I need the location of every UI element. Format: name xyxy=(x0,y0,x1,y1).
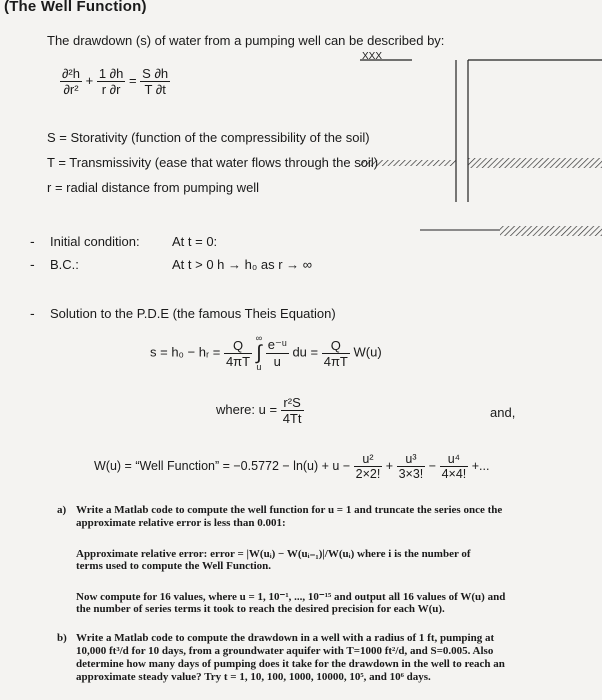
well-function-series: W(u) = “Well Function” = −0.5772 − ln(u) + u − $\frac{\text{u²}}{2\times 2!}$ + $\frac{\text{u³}}{3\times 3!}$ − $\frac{\text{u⁴}}{4\times 4!}$ +... xyxy=(94,452,490,481)
pde-term2: $\frac{1 \partial h}{r \partial r}$ xyxy=(98,66,124,97)
integral-sign: ∞ ∫ u xyxy=(255,333,263,372)
pde-equals: = xyxy=(128,72,137,88)
pde-plus: + xyxy=(85,72,94,88)
intro-text: The drawdown (s) of water from a pumping well can be described by: xyxy=(47,33,445,48)
part-a-now-line-1: Now compute for 16 values, where u = 1, 10⁻¹, ..., 10⁻¹⁵ and output all 16 values of W(u) and xyxy=(76,591,506,603)
definition-radius: r = radial distance from pumping well xyxy=(47,180,260,195)
series-term-3: $\frac{\text{u³}}{3\times 3!}$ xyxy=(398,452,424,481)
page-title: (The Well Function) xyxy=(4,0,147,15)
bullet: - xyxy=(30,233,35,249)
sketch-mark: XXX xyxy=(362,52,383,62)
part-a-now-line-2: the number of series terms it took to reach the desired precision for each W(u). xyxy=(76,603,445,615)
initial-condition-value: At t = 0: xyxy=(172,234,218,249)
confining-layer xyxy=(468,158,602,168)
bullet: - xyxy=(30,305,35,321)
well-sketch xyxy=(360,52,602,242)
bedrock-layer xyxy=(500,226,602,236)
bullet: - xyxy=(30,256,35,272)
u-definition: where: u = $\frac{\text{r²S}}{4Tt}$ xyxy=(216,395,302,426)
definition-transmissivity: T = Transmissivity (ease that water flows through the soil) xyxy=(47,155,379,170)
definition-storativity: S = Storativity (function of the compressibility of the soil) xyxy=(47,130,370,145)
part-a-label: a) xyxy=(57,504,67,516)
solution-heading: Solution to the P.D.E (the famous Theis Equation) xyxy=(50,306,336,321)
and-text: and, xyxy=(490,405,516,420)
pde-term1: $\frac{\text{∂²h}}{\text{∂r²}}$ xyxy=(62,66,80,97)
relative-error-line-1: Approximate relative error: error = |W(uᵢ) − W(uᵢ₋₁)|/W(uᵢ) where i is the number of xyxy=(76,548,471,560)
series-term-4: $\frac{\text{u⁴}}{4\times 4!}$ xyxy=(441,452,467,481)
series-term-2: $\frac{\text{u²}}{2\times 2!}$ xyxy=(355,452,381,481)
integrand: $\frac{\text{e⁻ᵘ}}{u}$ xyxy=(267,337,287,369)
pde-term3: $\frac{S \partial h}{T \partial t}$ xyxy=(142,66,169,97)
part-b-line-2: 10,000 ft³/d for 10 days, from a groundwater aquifer with T=1000 ft²/d, and S=0.005. Also xyxy=(76,645,494,657)
part-b-label: b) xyxy=(57,632,67,644)
part-a-line-1: Write a Matlab code to compute the well function for u = 1 and truncate the series once the xyxy=(76,504,503,516)
theis-equation: s = h₀ − hᵣ = $\frac{Q}{4\pi T}$ ∞ ∫ u $\frac{\text{e⁻ᵘ}}{u}$ du = $\frac{Q}{4\pi T}$ W(u) xyxy=(150,333,382,372)
boundary-condition-value: At t > 0 h → h₀ as r → ∞ xyxy=(172,257,313,272)
theis-coef: $\frac{Q}{4\pi T}$ xyxy=(225,337,251,369)
u-fraction: $\frac{\text{r²S}}{4Tt}$ xyxy=(282,395,302,426)
part-b-line-1: Write a Matlab code to compute the drawdown in a well with a radius of 1 ft, pumping at xyxy=(76,632,495,644)
boundary-condition-label: B.C.: xyxy=(50,257,79,272)
initial-condition-label: Initial condition: xyxy=(50,234,140,249)
part-b-line-3: determine how many days of pumping does it take for the drawdown in the well to reach an xyxy=(76,658,505,670)
part-b-line-4: approximate steady value? Try t = 1, 10, 100, 1000, 10000, 10⁵, and 10⁶ days. xyxy=(76,671,431,683)
theis-coef-2: $\frac{Q}{4\pi T}$ xyxy=(323,337,348,369)
part-a-line-2: approximate relative error is less than 0.001: xyxy=(76,517,286,529)
pde-equation xyxy=(60,66,170,97)
relative-error-line-2: terms used to compute the Well Function. xyxy=(76,560,272,572)
